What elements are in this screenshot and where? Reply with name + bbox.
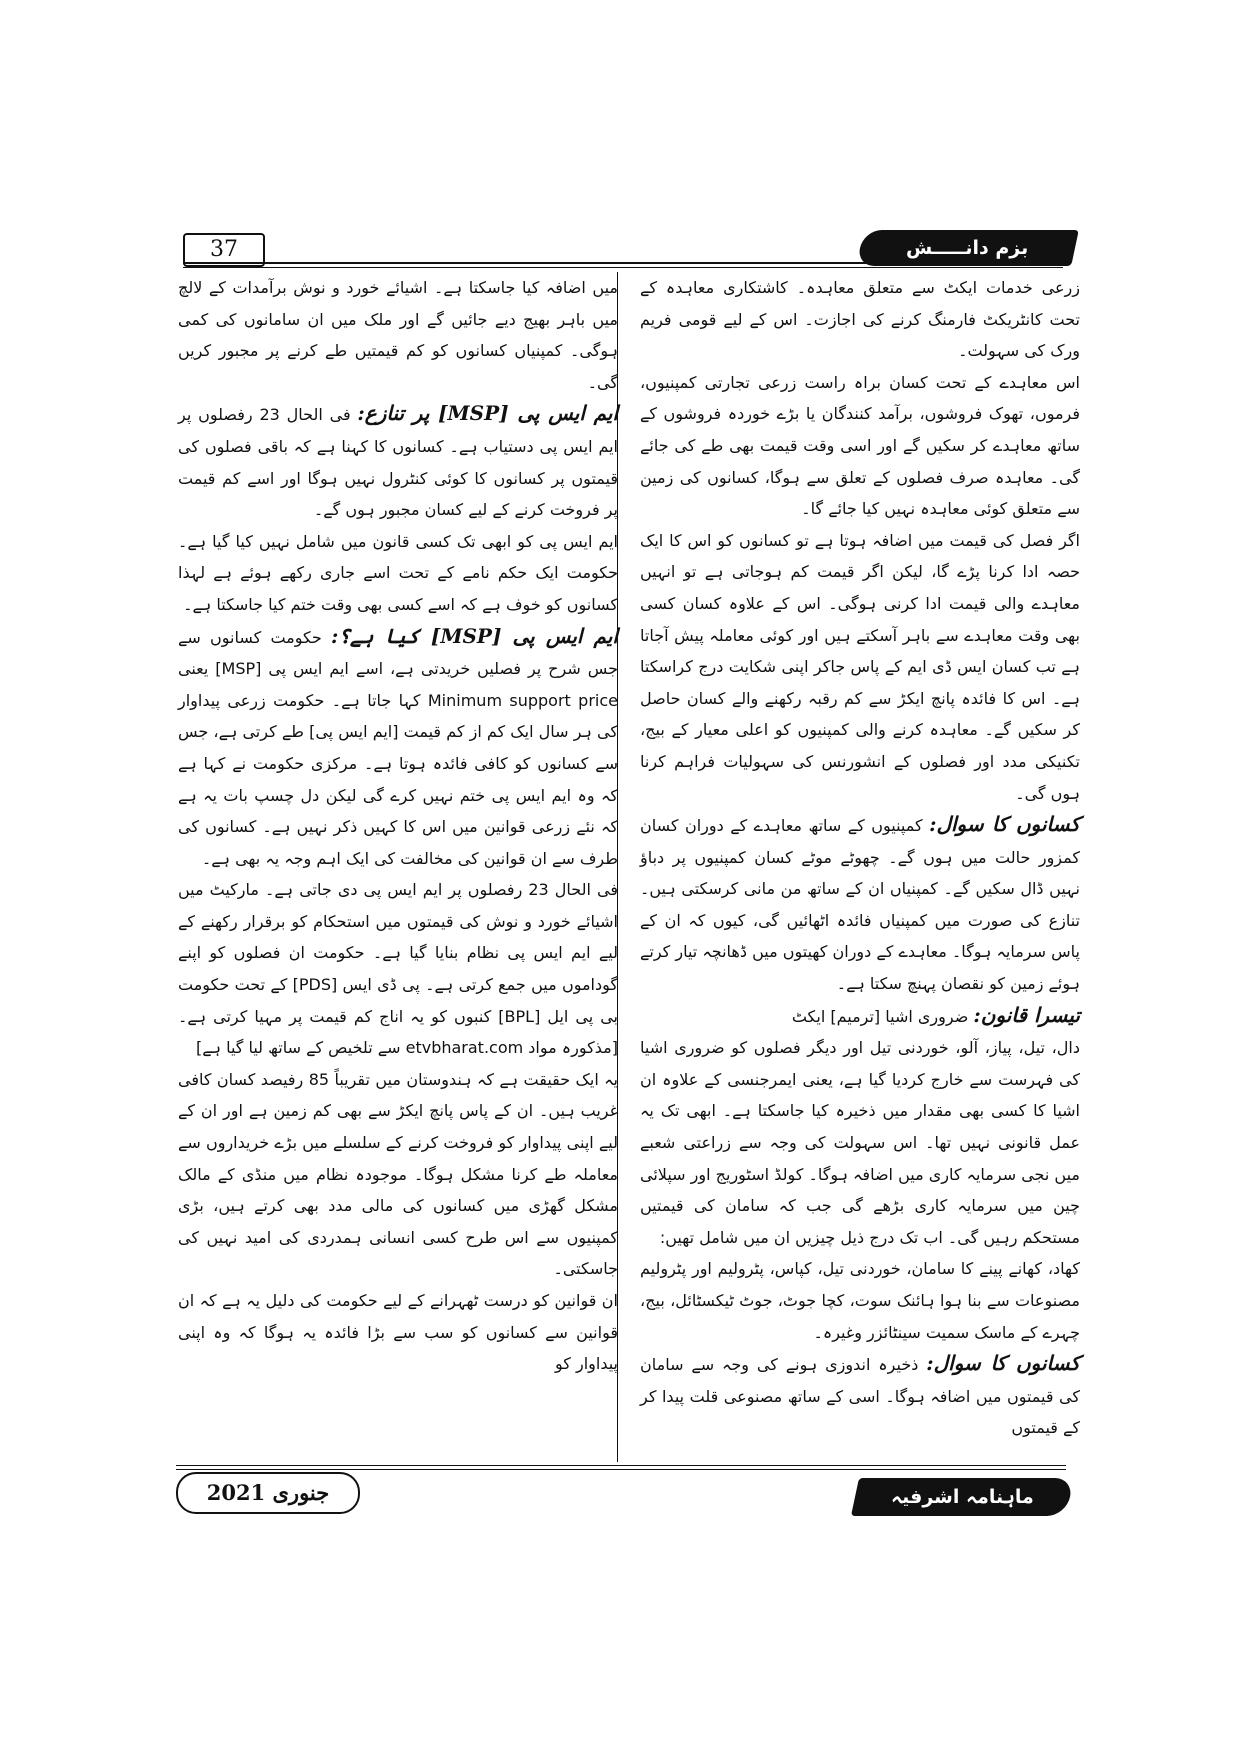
section-heading: کسانوں کا سوال: [929, 812, 1080, 837]
paragraph-text: ضروری اشیا [ترمیم] ایکٹ [791, 1006, 974, 1026]
paragraph [640, 1253, 1080, 1348]
paragraph-text: حکومت کسانوں سے جس شرح پر فصلیں خریدتی ہے، اسے ایم ایس پی [MSP] یعنی Minimum support price کہا جاتا ہے۔ حکومت زرعی پیداوار کی ہر سال ایک کم از کم قیمت [ایم ایس پی] طے کرتی ہے، جس سے کسانوں کو کافی فائدہ ہوتا ہے۔ مرکزی حکومت نے کہا ہے کہ وہ ایم ایس پی ختم نہیں کرے گی لیکن دل چسپ بات یہ ہے کہ نئے زرعی قوانین میں اس کا کہیں ذکر نہیں ہے۔ کسانوں کی طرف سے ان قوانین کی مخالفت کی ایک اہم وجہ یہ بھی ہے۔ [178, 627, 618, 868]
paragraph [178, 621, 618, 875]
paragraph-text: ذخیرہ اندوزی ہونے کی وجہ سے سامان کی قیمتوں میں اضافہ ہوگا۔ اسی کے ساتھ مصنوعی قلت پیدا کر کے قیمتوں [640, 1355, 1080, 1438]
paragraph [640, 809, 1080, 1000]
header-rule-thin [183, 267, 1063, 268]
footer-rule [176, 1465, 1066, 1466]
paragraph [640, 272, 1080, 367]
paragraph-text: دال، تیل، پیاز، آلو، خوردنی تیل اور دیگر فصلوں کو ضروری اشیا کی فہرست سے خارج کردیا گیا ہے، یعنی ایمرجنسی کے علاوہ ان اشیا کا کسی بھی مقدار میں ذخیرہ کیا جاسکتا ہے۔ ابھی تک یہ عمل قانونی نہیں تھا۔ اس سہولت کی وجہ سے زراعتی شعبے میں نجی سرمایہ کاری میں اضافہ ہوگا۔ کولڈ اسٹوریج اور سپلائی چین میں سرمایہ کاری بڑھے گی جب کہ سامان کی قیمتیں مستحکم رہیں گی۔ اب تک درج ذیل چیزیں ان میں شامل تھیں: [640, 1038, 1080, 1247]
paragraph [640, 367, 1080, 525]
paragraph [178, 1064, 618, 1285]
paragraph [178, 526, 618, 621]
paragraph-text: اس معاہدے کے تحت کسان براہ راست زرعی تجارتی کمپنیوں، فرموں، تھوک فروشوں، برآمد کنندگان یا بڑے خوردہ فروشوں کے ساتھ معاہدے کر سکیں گے اور اسی وقت قیمت بھی طے کی جائے گی۔ معاہدہ صرف فصلوں کے تعلق سے ہوگا، کسانوں کی زمین سے متعلق کوئی معاہدہ نہیں کیا جائے گا۔ [640, 372, 1080, 519]
section-heading: تیسرا قانون: [973, 1002, 1080, 1027]
header-rule [183, 262, 1063, 264]
paragraph-text: اگر فصل کی قیمت میں اضافہ ہوتا ہے تو کسانوں کو اس کا ایک حصہ ادا کرنا پڑے گا، لیکن اگر قیمت کم ہوجاتی ہے تو انہیں معاہدے والی قیمت ادا کرنی ہوگی۔ اس کے علاوہ کسان کسی بھی وقت معاہدے سے باہر آسکتے ہیں اور کوئی معاملہ پیش آجاتا ہے تب کسان ایس ڈی ایم کے پاس جاکر اپنی شکایت درج کراسکتا ہے۔ اس کا فائدہ پانچ ایکڑ سے کم رقبہ رکھنے والے کسان حاصل کر سکیں گے۔ معاہدہ کرنے والی کمپنیوں کو اعلی معیار کے بیج، تکنیکی مدد اور فصلوں کے انشورنس کی سہولیات فراہم کرنا ہوں گی۔ [640, 530, 1080, 803]
paragraph [178, 1285, 618, 1380]
paragraph-text: میں اضافہ کیا جاسکتا ہے۔ اشیائے خورد و نوش برآمدات کے لالچ میں باہر بھیج دیے جائیں گے اور ملک میں ان سامانوں کی کمی ہوگی۔ کمپنیاں کسانوں کو کم قیمتیں طے کرنے پر مجبور کریں گی۔ [178, 278, 618, 392]
paragraph [640, 1348, 1080, 1444]
footer-rule-thin [176, 1469, 1066, 1470]
paragraph [178, 272, 618, 398]
section-title: بزم دانـــــش [906, 237, 1029, 259]
paragraph-text: یہ ایک حقیقت ہے کہ ہندوستان میں تقریباً 85 رفیصد کسان کافی غریب ہیں۔ ان کے پاس پانچ ایکڑ سے بھی کم زمین ہے اور ان کے لیے اپنی پیداوار کو فروخت کرنے کے سلسلے میں بڑے خریداروں سے معاملہ طے کرنا مشکل ہوگا۔ موجودہ نظام میں منڈی کے مالک مشکل گھڑی میں کسانوں کی مالی مدد بھی کرتے ہیں، بڑی کمپنیوں سے اس طرح کسی انسانی ہمدردی کی امید نہیں کی جاسکتی۔ [178, 1069, 618, 1279]
left-column [178, 272, 618, 1380]
paragraph [178, 874, 618, 1064]
paragraph [640, 1032, 1080, 1253]
paragraph [178, 398, 618, 525]
magazine-name: ماہنامہ اشرفیہ [891, 1486, 1034, 1508]
issue-date-badge: جنوری 2021 [176, 1472, 360, 1514]
paragraph-text: ان قوانین کو درست ٹھہرانے کے لیے حکومت کی دلیل یہ ہے کہ ان قوانین سے کسانوں کو سب سے بڑا فائدہ یہ ہوگا کہ وہ اپنی پیداوار کو [178, 1291, 618, 1374]
section-heading: ایم ایس پی [MSP] کیا ہے؟: [330, 623, 618, 648]
paragraph [640, 1000, 1080, 1033]
paragraph-text: کمپنیوں کے ساتھ معاہدے کے دوران کسان کمزور حالت میں ہوں گے۔ چھوٹے موٹے کسان کمپنیوں پر دباؤ نہیں ڈال سکیں گے۔ کمپنیاں ان کے ساتھ من مانی کرسکتی ہیں۔ تنازع کی صورت میں کمپنیاں فائدہ اٹھائیں گی، کیوں کہ ان کے پاس سرمایہ ہوگا۔ معاہدے کے دوران کھیتوں میں ڈھانچہ تیار کرتے ہوئے زمین کو نقصان پہنچ سکتا ہے۔ [640, 816, 1080, 994]
paragraph-text: فی الحال 23 رفصلوں پر ایم ایس پی دستیاب ہے۔ کسانوں کا کہنا ہے کہ باقی فصلوں کی قیمتوں پر کسانوں کا کوئی کنٹرول نہیں ہوگا اور اسے کم قیمت پر فروخت کرنے کے لیے کسان مجبور ہوں گے۔ [178, 405, 618, 520]
section-heading: کسانوں کا سوال: [926, 1351, 1080, 1376]
paragraph-text: زرعی خدمات ایکٹ سے متعلق معاہدہ۔ کاشتکاری معاہدہ کے تحت کانٹریکٹ فارمنگ کرنے کی اجازت۔ اس کے لیے قومی فریم ورک کی سہولت۔ [640, 278, 1080, 361]
paragraph-text: کھاد، کھانے پینے کا سامان، خوردنی تیل، کپاس، پٹرولیم اور پٹرولیم مصنوعات سے بنا ہوا ہائنک سوت، کچا جوٹ، جوٹ ٹیکسٹائل، بیج، چہرے کے ماسک سمیت سینٹائزر وغیرہ۔ [640, 1259, 1080, 1342]
magazine-name-banner [851, 1478, 1074, 1516]
right-column [640, 272, 1080, 1444]
section-heading: ایم ایس پی [MSP] پر تنازع: [357, 401, 618, 426]
paragraph-text: فی الحال 23 رفصلوں پر ایم ایس پی دی جاتی ہے۔ مارکیٹ میں اشیائے خورد و نوش کی قیمتوں میں استحکام کو برقرار رکھنے کے لیے ایم ایس پی نظام بنایا گیا ہے۔ حکومت ان فصلوں کو اپنے گوداموں میں جمع کرتی ہے۔ پی ڈی ایس [PDS] کے تحت حکومت بی پی ایل [BPL] کنبوں کو یہ اناج کم قیمت پر مہیا کرتی ہے۔ [مذکورہ مواد etvbharat.com سے تلخیص کے ساتھ لیا گیا ہے] [178, 880, 618, 1058]
paragraph [640, 525, 1080, 809]
section-banner [856, 230, 1079, 266]
paragraph-text: ایم ایس پی کو ابھی تک کسی قانون میں شامل نہیں کیا گیا ہے۔ حکومت ایک حکم نامے کے تحت اسے جاری رکھے ہوئے ہے لہذا کسانوں کو خوف ہے کہ اسے کسی بھی وقت ختم کیا جاسکتا ہے۔ [178, 531, 618, 614]
page-number: 37 [183, 233, 265, 267]
